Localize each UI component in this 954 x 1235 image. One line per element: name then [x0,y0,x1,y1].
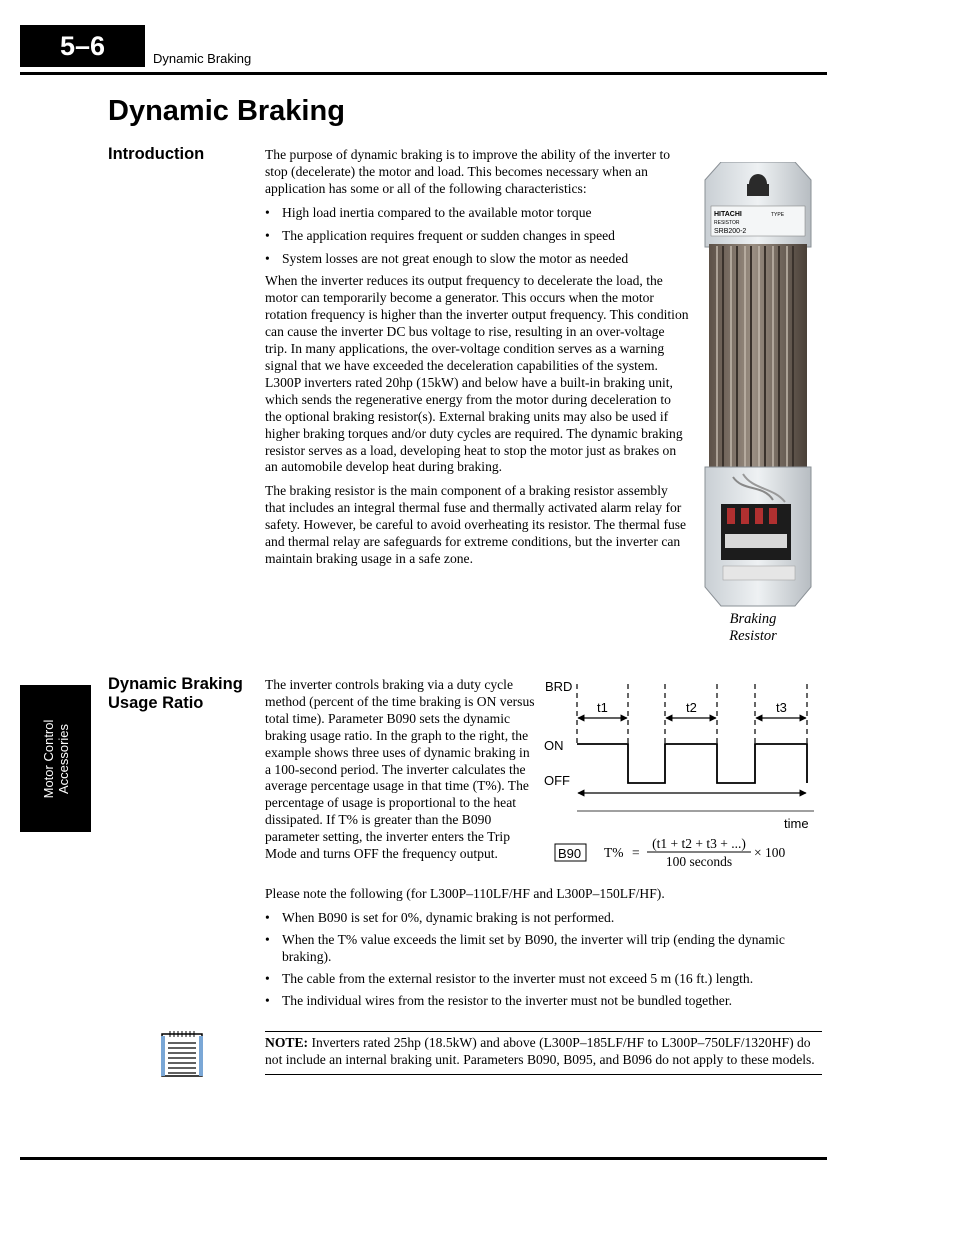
section-heading-usage-ratio: Dynamic Braking Usage Ratio [108,675,243,712]
notes-intro: Please note the following (for L300P–110LF/HF and L300P–150LF/HF). [265,886,665,901]
time-label: time [784,816,809,831]
notepad-icon [158,1030,206,1078]
list-item: • The individual wires from the resistor to the inverter must not be bundled together. [265,993,825,1010]
list-item: • System losses are not great enough to slow the motor as needed [265,251,690,268]
photo-type-label: TYPE [771,212,785,218]
list-item: • The application requires frequent or sudden changes in speed [265,228,690,245]
list-item: • The cable from the external resistor to the inverter must not exceed 5 m (16 ft.) length. [265,971,825,988]
list-item: • When B090 is set for 0%, dynamic braking is not performed. [265,910,825,927]
brd-label: BRD [545,679,573,694]
page-title: Dynamic Braking [108,95,345,127]
side-tab-line2: Accessories [55,723,71,794]
list-item: • When the T% value exceeds the limit set by B090, the inverter will trip (ending the dynamic braking). [265,932,825,966]
intro-paragraph-2: When the inverter reduces its output frequency to decelerate the load, the motor can temporarily become a generator. This occurs when the motor rotation frequency is higher than the inverter output frequency. This condition can cause the inverter DC bus voltage to rise, resulting in an over-voltage trip. In many applications, the over-voltage condition serves as a warning signal that we have exceeded the deceleration capabilities of the system. L300P inverters rated 20hp (15kW) and below have a built-in braking unit, which sends the regenerative energy from the motor during deceleration to the optional braking resistor(s). External braking units may also be used if higher braking torques and/or duty cycles are required. The dynamic braking resistor serves as a load, developing heat to stop the motor just as brakes on an automobile develop heat during braking. [265,273,689,475]
braking-resistor-photo [703,162,813,608]
off-label: OFF [544,773,570,788]
footer-rule [20,1157,827,1160]
notes-list [265,910,825,1015]
brd-timing-diagram [540,676,825,836]
usage-formula [540,833,825,873]
page-number: 5–6 [20,25,145,67]
note-label: NOTE: [265,1035,309,1050]
on-label: ON [544,738,564,753]
caption-line-2: Resistor [729,628,777,644]
chapter-side-tab [20,685,91,832]
running-header: Dynamic Braking [153,51,252,66]
introduction-body [265,147,690,575]
note-box [265,1031,822,1075]
side-tab-line1: Motor Control [40,719,56,798]
formula-denominator: 100 seconds [665,854,733,869]
section-heading-introduction: Introduction [108,145,205,163]
formula-numerator: (t1 + t2 + t3 + ...) [652,836,746,851]
photo-brand: HITACHI [714,211,742,218]
formula-multiplier: × 100 [754,845,786,860]
formula-equals: = [632,845,640,860]
note-text: Inverters rated 25hp (18.5kW) and above (L300P–185LF/HF to L300P–750LF/1320HF) do not include an internal braking unit. Parameters B090, B095, and B096 do not apply to these models. [265,1035,815,1067]
t2-label: t2 [686,700,697,715]
formula-lhs: T% [604,845,624,860]
header-rule [20,72,827,75]
usage-ratio-paragraph: The inverter controls braking via a duty cycle method (percent of the time braking is ON versus total time). Parameter B090 sets the dynamic braking usage ratio. In the graph to the right, the example shows three uses of dynamic braking in a 100-second period. The inverter calculates the average percentage usage in that time (T%). The percentage of usage is proportional to the heat dissipated. If T% is greater than the B090 parameter setting, the inverter enters the Trip Mode and turns OFF the frequency output. [265,677,535,862]
intro-paragraph-3: The braking resistor is the main component of a braking resistor assembly that includes an integral thermal fuse and thermally activated alarm relay for safety. However, be careful to avoid overheating its resistor. The thermal fuse and thermal relay are safeguards for extreme conditions, but the inverter can maintain braking usage in a safe zone. [265,483,687,566]
intro-bullet-list [265,205,690,268]
photo-caption [703,611,803,645]
caption-line-1: Braking [729,611,777,627]
formula-box-label: B90 [558,846,582,861]
photo-kind: RESISTOR [714,220,740,226]
list-item: • High load inertia compared to the available motor torque [265,205,690,222]
intro-paragraph-1: The purpose of dynamic braking is to improve the ability of the inverter to stop (decelerate) the motor and load. This becomes necessary when an application has some or all of the following characteristics: [265,147,671,196]
t1-label: t1 [597,700,608,715]
t3-label: t3 [776,700,787,715]
photo-model: SRB200-2 [714,228,747,235]
